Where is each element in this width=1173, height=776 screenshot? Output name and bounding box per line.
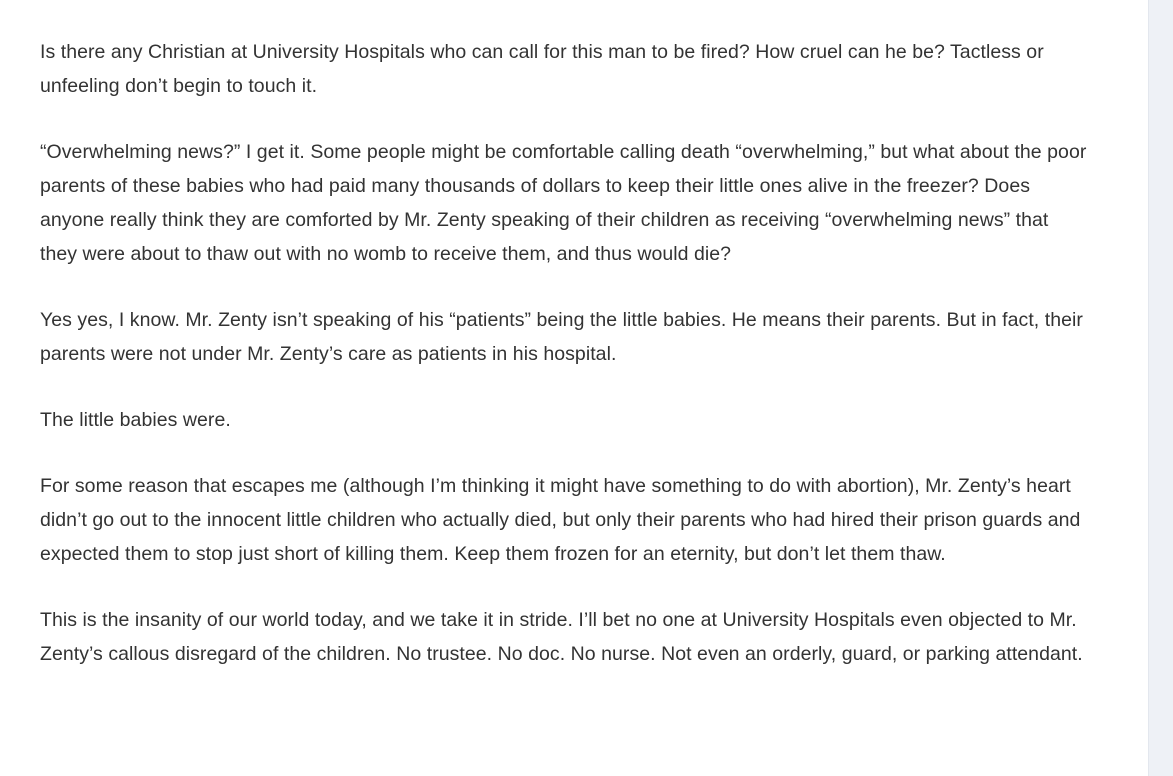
article-paragraph-1: Is there any Christian at University Hospitals who can call for this man to be fired? How cruel can he be? Tactless or unfeeling don’t begin to touch it. [40,41,1044,97]
article-paragraph-2: “Overwhelming news?” I get it. Some people might be comfortable calling death “overwhelming,” but what about the poor parents of these babies who had paid many thousands of dollars to keep their little ones alive in the freezer? Does anyone really think they are comforted by Mr. Zenty speaking of their children as receiving “overwhelming news” that they were about to thaw out with no womb to receive them, and thus would die? [40,141,1087,265]
article-body [40,35,1090,703]
sidebar-edge [1148,0,1173,776]
article-paragraph-6: This is the insanity of our world today, and we take it in stride. I’ll bet no one at University Hospitals even objected to Mr. Zenty’s callous disregard of the children. No trustee. No doc. No nurse. Not even an orderly, guard, or parking attendant. [40,609,1083,665]
article-paragraph-5: For some reason that escapes me (although I’m thinking it might have something to do with abortion), Mr. Zenty’s heart didn’t go out to the innocent little children who actually died, but only their parents who had hired their prison guards and expected them to stop just short of killing them. Keep them frozen for an eternity, but don’t let them thaw. [40,475,1081,565]
article-paragraph-4: The little babies were. [40,409,231,431]
article-paragraph-3: Yes yes, I know. Mr. Zenty isn’t speaking of his “patients” being the little babies. He means their parents. But in fact, their parents were not under Mr. Zenty’s care as patients in his hospital. [40,309,1083,365]
